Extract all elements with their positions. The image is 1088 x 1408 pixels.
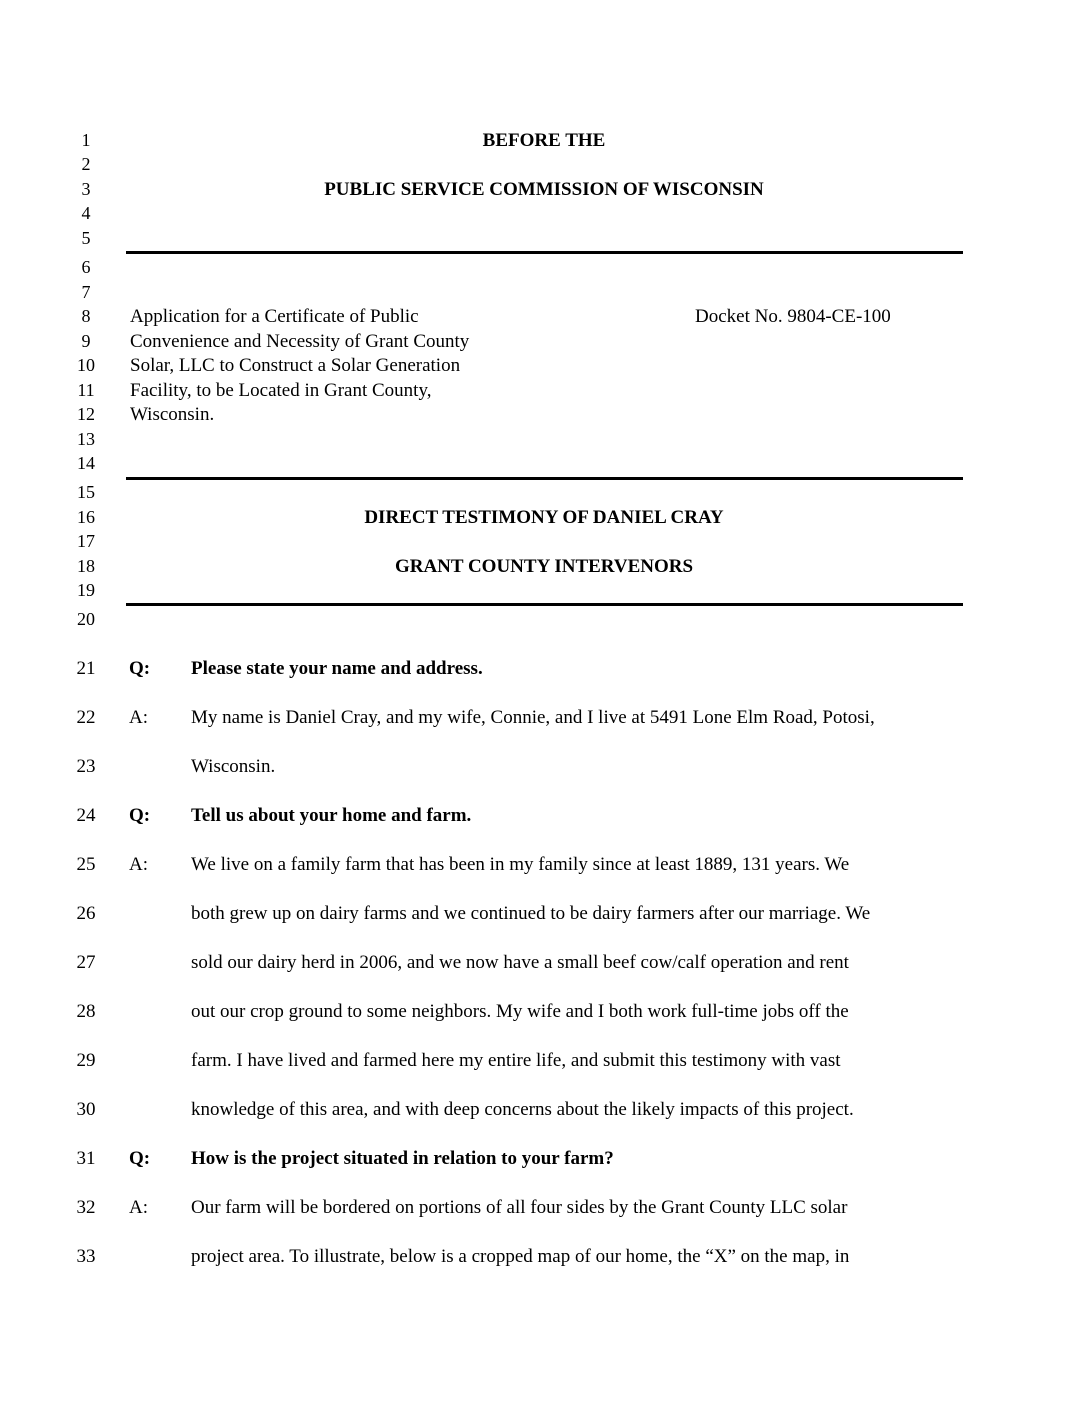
line-number: 32 — [76, 1197, 96, 1218]
answer-label: A: — [129, 854, 148, 875]
testimony-title: DIRECT TESTIMONY OF DANIEL CRAY — [364, 507, 724, 528]
line-number: 3 — [81, 179, 91, 199]
line-number: 30 — [76, 1099, 96, 1120]
line-number: 2 — [81, 154, 91, 174]
line-number: 7 — [81, 282, 91, 302]
line-number: 23 — [76, 756, 96, 777]
line-number: 31 — [76, 1148, 96, 1169]
answer-label: A: — [129, 707, 148, 728]
line-number: 29 — [76, 1050, 96, 1071]
line-number: 28 — [76, 1001, 96, 1022]
answer-text: My name is Daniel Cray, and my wife, Connie, and I live at 5491 Lone Elm Road, Potosi, — [191, 707, 875, 728]
divider — [126, 251, 963, 254]
line-number: 26 — [76, 903, 96, 924]
header-before-the: BEFORE THE — [482, 130, 606, 151]
line-number: 1 — [81, 130, 91, 150]
question-label: Q: — [129, 805, 151, 826]
answer-text: out our crop ground to some neighbors. My wife and I both work full-time jobs off the — [191, 1001, 849, 1022]
line-number: 13 — [77, 429, 95, 449]
line-number: 6 — [81, 257, 91, 277]
answer-text: We live on a family farm that has been in my family since at least 1889, 131 years. We — [191, 854, 850, 875]
line-number: 5 — [81, 228, 91, 248]
docket-number: Docket No. 9804-CE-100 — [695, 306, 891, 327]
caption-line: Facility, to be Located in Grant County, — [130, 380, 432, 401]
party-name: GRANT COUNTY INTERVENORS — [394, 556, 694, 577]
line-number: 21 — [76, 658, 96, 679]
line-number: 25 — [76, 854, 96, 875]
line-number: 33 — [76, 1246, 96, 1267]
question-label: Q: — [129, 658, 151, 679]
caption-line: Wisconsin. — [130, 404, 215, 425]
answer-text: Wisconsin. — [191, 756, 276, 777]
question-text: Please state your name and address. — [191, 658, 483, 679]
line-number: 4 — [81, 203, 91, 223]
line-number: 20 — [77, 609, 95, 629]
line-number: 19 — [77, 580, 95, 600]
line-number: 16 — [77, 507, 95, 527]
question-label: Q: — [129, 1148, 151, 1169]
line-number: 18 — [77, 556, 95, 576]
answer-text: farm. I have lived and farmed here my entire life, and submit this testimony with vast — [191, 1050, 841, 1071]
line-number: 11 — [77, 380, 95, 400]
answer-text: project area. To illustrate, below is a cropped map of our home, the “X” on the map, in — [191, 1246, 850, 1267]
line-number: 22 — [76, 707, 96, 728]
line-number: 14 — [77, 453, 95, 473]
header-commission: PUBLIC SERVICE COMMISSION OF WISCONSIN — [324, 179, 764, 200]
caption-line: Solar, LLC to Construct a Solar Generation — [130, 355, 461, 376]
question-text: Tell us about your home and farm. — [191, 805, 472, 826]
caption-line: Application for a Certificate of Public — [130, 306, 419, 327]
divider — [126, 603, 963, 606]
answer-text: Our farm will be bordered on portions of all four sides by the Grant County LLC solar — [191, 1197, 848, 1218]
caption-line: Convenience and Necessity of Grant County — [130, 331, 470, 352]
line-number: 9 — [81, 331, 91, 351]
line-number: 27 — [76, 952, 96, 973]
answer-label: A: — [129, 1197, 148, 1218]
line-number: 8 — [81, 306, 91, 326]
answer-text: both grew up on dairy farms and we continued to be dairy farmers after our marriage. We — [191, 903, 871, 924]
answer-text: sold our dairy herd in 2006, and we now have a small beef cow/calf operation and rent — [191, 952, 849, 973]
question-text: How is the project situated in relation to your farm? — [191, 1148, 614, 1169]
line-number: 15 — [77, 482, 95, 502]
line-number: 24 — [76, 805, 96, 826]
answer-text: knowledge of this area, and with deep concerns about the likely impacts of this project. — [191, 1099, 854, 1120]
line-number: 10 — [77, 355, 95, 375]
divider — [126, 477, 963, 480]
line-number: 12 — [77, 404, 95, 424]
line-number: 17 — [77, 531, 95, 551]
